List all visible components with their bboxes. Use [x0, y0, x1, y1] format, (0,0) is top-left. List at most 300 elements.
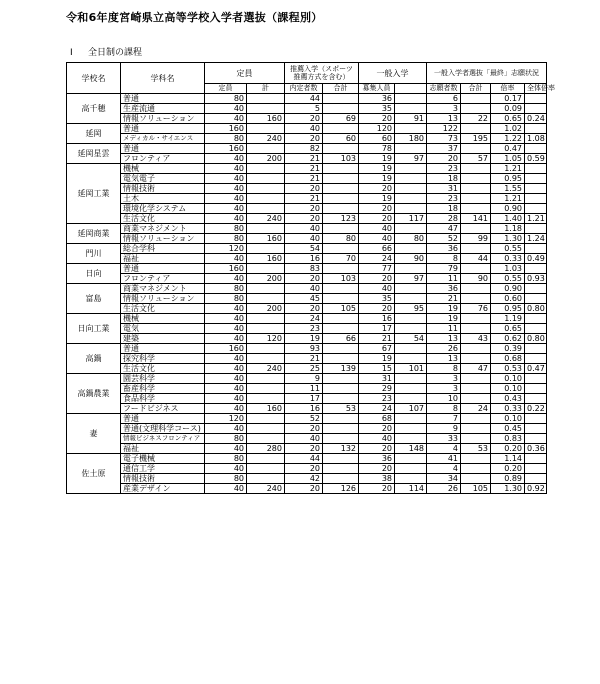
cell-capTotal: 240 [247, 134, 285, 144]
cell-app: 11 [427, 324, 461, 334]
cell-seats: 20 [359, 204, 395, 214]
cell-appSum [461, 124, 491, 134]
cell-cap: 120 [205, 414, 247, 424]
cell-rec: 20 [285, 204, 323, 214]
cell-seatsSum [395, 314, 427, 324]
cell-seats: 19 [359, 354, 395, 364]
cell-cap: 40 [205, 374, 247, 384]
cell-ratio: 0.68 [491, 354, 525, 364]
cell-seats: 40 [359, 284, 395, 294]
cell-rec: 40 [285, 284, 323, 294]
cell-recSum [323, 284, 359, 294]
cell-cap: 40 [205, 354, 247, 364]
cell-recSum [323, 474, 359, 484]
cell-seatsSum [395, 474, 427, 484]
cell-appSum: 53 [461, 444, 491, 454]
table-row [67, 144, 547, 154]
cell-capTotal [247, 164, 285, 174]
cell-capTotal [247, 124, 285, 134]
cell-rec: 21 [285, 174, 323, 184]
cell-app: 31 [427, 184, 461, 194]
cell-cap: 40 [205, 214, 247, 224]
cell-recSum: 70 [323, 254, 359, 264]
cell-capTotal [247, 324, 285, 334]
table-row [67, 484, 547, 494]
cell-dept: 建築 [121, 334, 205, 344]
cell-cap: 40 [205, 484, 247, 494]
cell-seats: 120 [359, 124, 395, 134]
table-row [67, 314, 547, 324]
section-heading [70, 45, 142, 58]
cell-overall [525, 414, 547, 424]
cell-dept: 普通 [121, 414, 205, 424]
cell-rec: 20 [285, 304, 323, 314]
cell-recSum [323, 294, 359, 304]
cell-recSum [323, 464, 359, 474]
cell-seats: 20 [359, 274, 395, 284]
cell-overall: 0.47 [525, 364, 547, 374]
cell-overall: 1.21 [525, 214, 547, 224]
cell-overall [525, 244, 547, 254]
cell-ratio: 0.20 [491, 464, 525, 474]
cell-cap: 40 [205, 154, 247, 164]
cell-overall [525, 194, 547, 204]
cell-appSum [461, 414, 491, 424]
cell-cap: 80 [205, 294, 247, 304]
cell-seats: 31 [359, 374, 395, 384]
cell-app: 3 [427, 104, 461, 114]
cell-dept: フロンティア [121, 274, 205, 284]
cell-dept: 生活文化 [121, 364, 205, 374]
cell-dept: 普通 [121, 124, 205, 134]
cell-recSum [323, 354, 359, 364]
cell-overall: 1.24 [525, 234, 547, 244]
cell-recSum [323, 424, 359, 434]
table-row [67, 364, 547, 374]
table-row [67, 164, 547, 174]
cell-ratio: 0.10 [491, 384, 525, 394]
cell-cap: 80 [205, 284, 247, 294]
cell-seats: 20 [359, 214, 395, 224]
cell-seats: 40 [359, 234, 395, 244]
cell-capTotal: 280 [247, 444, 285, 454]
cell-cap: 160 [205, 124, 247, 134]
cell-ratio: 0.45 [491, 424, 525, 434]
cell-recSum: 105 [323, 304, 359, 314]
cell-app: 23 [427, 194, 461, 204]
cell-recSum: 123 [323, 214, 359, 224]
cell-app: 13 [427, 354, 461, 364]
cell-dept: フードビジネス [121, 404, 205, 414]
cell-rec: 25 [285, 364, 323, 374]
cell-dept: 情報技術 [121, 184, 205, 194]
cell-overall [525, 354, 547, 364]
cell-seatsSum: 91 [395, 114, 427, 124]
table-body [67, 94, 547, 494]
header-dept: 学科名 [121, 63, 205, 94]
cell-dept: 情報技術 [121, 474, 205, 484]
table-row [67, 104, 547, 114]
cell-appSum: 99 [461, 234, 491, 244]
cell-appSum: 47 [461, 364, 491, 374]
cell-overall [525, 464, 547, 474]
cell-seats: 20 [359, 114, 395, 124]
cell-cap: 160 [205, 144, 247, 154]
school-name: 延岡工業 [67, 164, 121, 224]
cell-overall [525, 294, 547, 304]
cell-seatsSum: 90 [395, 254, 427, 264]
school-name: 延岡星雲 [67, 144, 121, 164]
table-row [67, 424, 547, 434]
cell-seatsSum: 97 [395, 154, 427, 164]
section-label: 全日制の課程 [88, 48, 143, 58]
cell-seatsSum [395, 414, 427, 424]
cell-capTotal [247, 474, 285, 484]
cell-seatsSum [395, 324, 427, 334]
header-sub-ratio: 倍率 [491, 84, 525, 94]
cell-overall: 0.36 [525, 444, 547, 454]
cell-overall [525, 104, 547, 114]
cell-seatsSum [395, 174, 427, 184]
cell-seats: 20 [359, 464, 395, 474]
cell-overall: 0.49 [525, 254, 547, 264]
cell-dept: 探究科学 [121, 354, 205, 364]
cell-seatsSum [395, 194, 427, 204]
cell-dept: 電気 [121, 324, 205, 334]
cell-appSum [461, 194, 491, 204]
cell-appSum [461, 144, 491, 154]
cell-appSum: 44 [461, 254, 491, 264]
cell-overall: 0.59 [525, 154, 547, 164]
cell-overall [525, 124, 547, 134]
cell-rec: 19 [285, 334, 323, 344]
cell-rec: 11 [285, 384, 323, 394]
cell-rec: 21 [285, 154, 323, 164]
cell-app: 47 [427, 224, 461, 234]
cell-rec: 20 [285, 274, 323, 284]
table-row [67, 134, 547, 144]
header-recommend: 推薦入学（スポーツ推薦方式を含む） [285, 63, 359, 84]
cell-recSum [323, 344, 359, 354]
cell-seats: 78 [359, 144, 395, 154]
cell-overall [525, 204, 547, 214]
cell-overall [525, 174, 547, 184]
table-row [67, 404, 547, 414]
cell-ratio: 0.09 [491, 104, 525, 114]
cell-overall: 0.92 [525, 484, 547, 494]
cell-app: 79 [427, 264, 461, 274]
cell-app: 8 [427, 254, 461, 264]
cell-recSum: 132 [323, 444, 359, 454]
cell-rec: 16 [285, 254, 323, 264]
cell-appSum [461, 94, 491, 104]
cell-app: 3 [427, 384, 461, 394]
table-row [67, 374, 547, 384]
cell-rec: 40 [285, 234, 323, 244]
cell-seatsSum: 117 [395, 214, 427, 224]
cell-recSum [323, 194, 359, 204]
table-row [67, 254, 547, 264]
cell-app: 10 [427, 394, 461, 404]
cell-capTotal [247, 174, 285, 184]
cell-capTotal [247, 434, 285, 444]
cell-cap: 80 [205, 234, 247, 244]
cell-rec: 21 [285, 164, 323, 174]
cell-rec: 16 [285, 404, 323, 414]
school-name: 高千穂 [67, 94, 121, 124]
cell-capTotal: 160 [247, 234, 285, 244]
cell-overall: 0.93 [525, 274, 547, 284]
table-row [67, 114, 547, 124]
cell-recSum: 66 [323, 334, 359, 344]
cell-seatsSum: 114 [395, 484, 427, 494]
header-school: 学校名 [67, 63, 121, 94]
cell-seats: 20 [359, 444, 395, 454]
cell-recSum [323, 324, 359, 334]
cell-ratio: 1.14 [491, 454, 525, 464]
table-row [67, 294, 547, 304]
cell-ratio: 1.30 [491, 484, 525, 494]
table-row [67, 454, 547, 464]
cell-capTotal [247, 264, 285, 274]
cell-ratio: 1.40 [491, 214, 525, 224]
cell-overall [525, 384, 547, 394]
cell-appSum: 22 [461, 114, 491, 124]
cell-recSum [323, 414, 359, 424]
cell-overall [525, 394, 547, 404]
cell-seatsSum [395, 184, 427, 194]
cell-capTotal [247, 454, 285, 464]
table-row [67, 414, 547, 424]
cell-seats: 16 [359, 314, 395, 324]
cell-app: 19 [427, 314, 461, 324]
cell-dept: 機械 [121, 164, 205, 174]
cell-appSum [461, 434, 491, 444]
table-row [67, 354, 547, 364]
cell-rec: 82 [285, 144, 323, 154]
cell-cap: 40 [205, 444, 247, 454]
table-row [67, 474, 547, 484]
cell-app: 18 [427, 174, 461, 184]
cell-capTotal [247, 284, 285, 294]
table-row [67, 384, 547, 394]
cell-app: 4 [427, 444, 461, 454]
cell-capTotal: 160 [247, 114, 285, 124]
table-row [67, 304, 547, 314]
cell-capTotal [247, 184, 285, 194]
cell-cap: 40 [205, 104, 247, 114]
cell-ratio: 1.18 [491, 224, 525, 234]
cell-seatsSum: 101 [395, 364, 427, 374]
header-sub-applicants: 志願者数 [427, 84, 461, 94]
cell-dept: 土木 [121, 194, 205, 204]
cell-ratio: 0.95 [491, 174, 525, 184]
cell-seats: 38 [359, 474, 395, 484]
cell-overall: 0.80 [525, 304, 547, 314]
header-sub-total: 計 [247, 84, 285, 94]
cell-seats: 68 [359, 414, 395, 424]
school-name: 佐土原 [67, 454, 121, 494]
header-sub-admitted: 内定者数 [285, 84, 323, 94]
cell-recSum [323, 184, 359, 194]
cell-rec: 20 [285, 444, 323, 454]
cell-seats: 17 [359, 324, 395, 334]
cell-dept: 情報ソリューション [121, 234, 205, 244]
cell-app: 13 [427, 114, 461, 124]
cell-recSum: 103 [323, 154, 359, 164]
cell-recSum: 103 [323, 274, 359, 284]
cell-recSum [323, 174, 359, 184]
table-row [67, 224, 547, 234]
cell-seatsSum: 80 [395, 234, 427, 244]
cell-appSum: 76 [461, 304, 491, 314]
table-row [67, 214, 547, 224]
cell-capTotal: 160 [247, 404, 285, 414]
cell-app: 8 [427, 404, 461, 414]
table-row [67, 324, 547, 334]
cell-app: 6 [427, 94, 461, 104]
cell-seats: 60 [359, 134, 395, 144]
cell-cap: 80 [205, 474, 247, 484]
table-row [67, 394, 547, 404]
cell-appSum: 57 [461, 154, 491, 164]
header-capacity: 定員 [205, 63, 285, 84]
cell-appSum [461, 314, 491, 324]
cell-seatsSum: 54 [395, 334, 427, 344]
cell-ratio: 1.22 [491, 134, 525, 144]
cell-seats: 24 [359, 254, 395, 264]
cell-capTotal [247, 314, 285, 324]
cell-ratio: 1.02 [491, 124, 525, 134]
cell-recSum [323, 144, 359, 154]
cell-dept: 福祉 [121, 444, 205, 454]
cell-capTotal [247, 344, 285, 354]
cell-overall [525, 424, 547, 434]
cell-cap: 40 [205, 394, 247, 404]
cell-capTotal [247, 144, 285, 154]
cell-app: 36 [427, 284, 461, 294]
cell-dept: 電気電子 [121, 174, 205, 184]
cell-seats: 66 [359, 244, 395, 254]
cell-appSum: 43 [461, 334, 491, 344]
cell-capTotal [247, 294, 285, 304]
cell-appSum [461, 474, 491, 484]
cell-appSum: 105 [461, 484, 491, 494]
cell-dept: 普通 [121, 94, 205, 104]
cell-dept: 産業デザイン [121, 484, 205, 494]
cell-seatsSum [395, 164, 427, 174]
cell-cap: 40 [205, 314, 247, 324]
cell-capTotal [247, 244, 285, 254]
cell-seats: 36 [359, 454, 395, 464]
cell-seats: 40 [359, 224, 395, 234]
cell-recSum [323, 94, 359, 104]
cell-rec: 54 [285, 244, 323, 254]
cell-seats: 15 [359, 364, 395, 374]
table-row [67, 154, 547, 164]
cell-overall: 0.24 [525, 114, 547, 124]
cell-capTotal [247, 104, 285, 114]
cell-app: 4 [427, 464, 461, 474]
cell-cap: 40 [205, 404, 247, 414]
cell-overall [525, 324, 547, 334]
cell-appSum [461, 424, 491, 434]
cell-seats: 24 [359, 404, 395, 414]
table-row [67, 464, 547, 474]
cell-dept: 普通(文理科学コース) [121, 424, 205, 434]
cell-cap: 40 [205, 184, 247, 194]
table-row [67, 194, 547, 204]
cell-app: 7 [427, 414, 461, 424]
cell-capTotal [247, 464, 285, 474]
cell-recSum [323, 224, 359, 234]
cell-rec: 83 [285, 264, 323, 274]
cell-cap: 40 [205, 424, 247, 434]
cell-recSum [323, 244, 359, 254]
cell-appSum [461, 244, 491, 254]
cell-seatsSum: 180 [395, 134, 427, 144]
cell-cap: 160 [205, 344, 247, 354]
cell-recSum [323, 124, 359, 134]
cell-capTotal [247, 374, 285, 384]
cell-overall [525, 474, 547, 484]
cell-rec: 20 [285, 114, 323, 124]
cell-rec: 17 [285, 394, 323, 404]
cell-ratio: 0.10 [491, 414, 525, 424]
cell-appSum [461, 184, 491, 194]
cell-seatsSum [395, 374, 427, 384]
cell-dept: 普通 [121, 264, 205, 274]
school-name: 延岡商業 [67, 224, 121, 244]
section-number: Ⅰ [70, 48, 73, 58]
cell-capTotal [247, 384, 285, 394]
cell-ratio: 0.53 [491, 364, 525, 374]
cell-seats: 20 [359, 304, 395, 314]
cell-seats: 29 [359, 384, 395, 394]
cell-seats: 35 [359, 294, 395, 304]
cell-cap: 40 [205, 304, 247, 314]
cell-app: 73 [427, 134, 461, 144]
cell-app: 21 [427, 294, 461, 304]
table-row [67, 344, 547, 354]
cell-seatsSum [395, 264, 427, 274]
cell-appSum: 90 [461, 274, 491, 284]
cell-rec: 24 [285, 314, 323, 324]
cell-seats: 20 [359, 424, 395, 434]
cell-ratio: 0.95 [491, 304, 525, 314]
cell-appSum: 195 [461, 134, 491, 144]
cell-ratio: 0.60 [491, 294, 525, 304]
school-name: 日向工業 [67, 314, 121, 344]
cell-recSum [323, 374, 359, 384]
cell-recSum [323, 394, 359, 404]
cell-ratio: 1.05 [491, 154, 525, 164]
cell-appSum [461, 294, 491, 304]
cell-recSum [323, 384, 359, 394]
cell-dept: 商業マネジメント [121, 224, 205, 234]
cell-app: 28 [427, 214, 461, 224]
cell-dept: 生産流通 [121, 104, 205, 114]
school-name: 門川 [67, 244, 121, 264]
cell-app: 34 [427, 474, 461, 484]
cell-seatsSum: 95 [395, 304, 427, 314]
cell-app: 52 [427, 234, 461, 244]
cell-cap: 40 [205, 174, 247, 184]
cell-cap: 40 [205, 204, 247, 214]
cell-recSum: 53 [323, 404, 359, 414]
header-sub-seats: 募集人員 [359, 84, 395, 94]
cell-app: 3 [427, 374, 461, 384]
